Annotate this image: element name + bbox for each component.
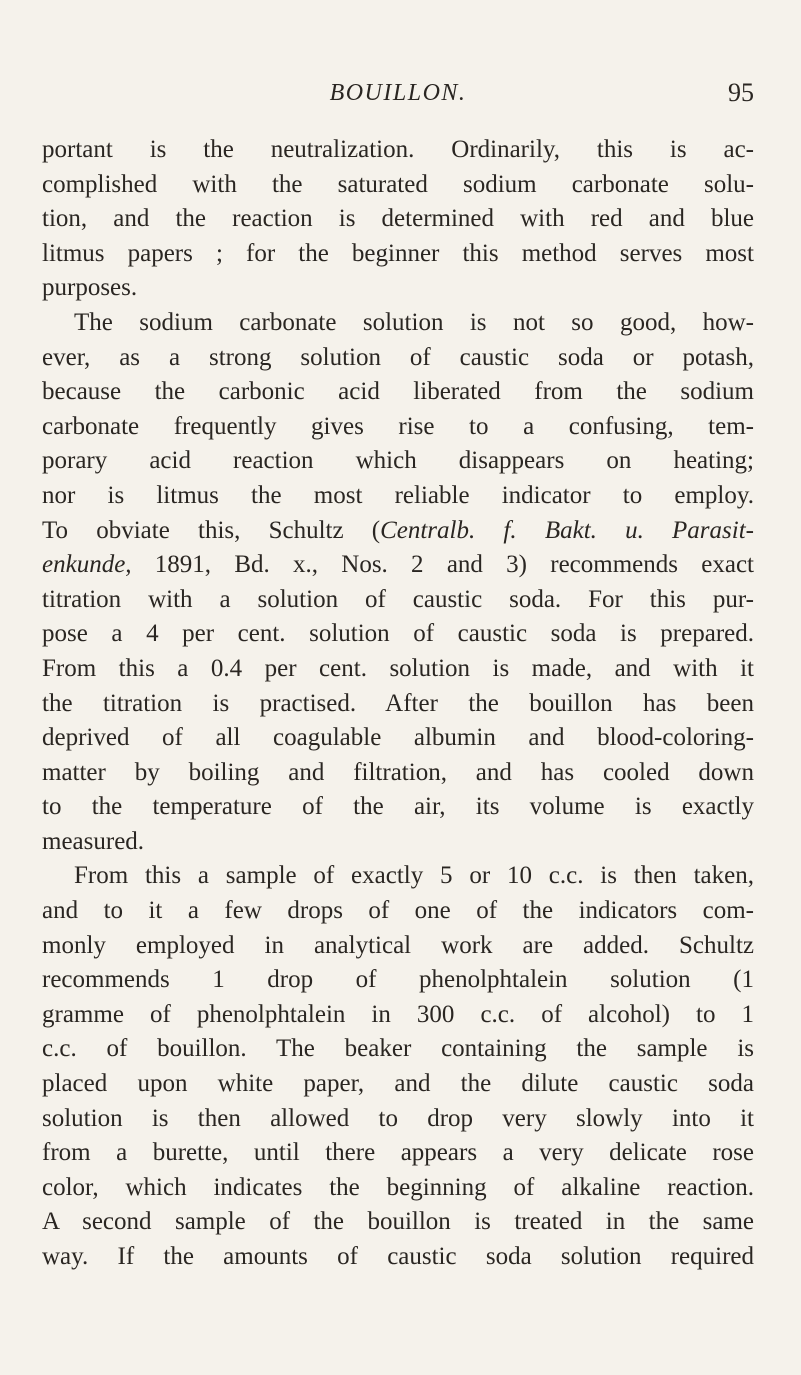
text-line: and to it a few drops of one of the indicators com- (42, 897, 754, 925)
text-line: measured. (42, 827, 145, 855)
body-text (42, 133, 754, 1275)
text-line: porary acid reaction which disappears on heating; (42, 447, 754, 475)
text-line: solution is then allowed to drop very slowly into it (42, 1104, 754, 1132)
text-line: recommends 1 drop of phenolphtalein solution (1 (42, 966, 754, 994)
text-segment: 1891, Bd. x., Nos. 2 and 3) recommends exact (131, 551, 754, 579)
text-line: nor is litmus the most reliable indicator to employ. (42, 481, 754, 509)
text-line: portant is the neutralization. Ordinarily, this is ac- (42, 136, 754, 163)
text-line (42, 548, 754, 583)
text-line: From this a 0.4 per cent. solution is made, and with it (42, 654, 754, 682)
page-header (42, 76, 754, 116)
text-line: color, which indicates the beginning of alkaline reaction. (42, 1173, 754, 1201)
text-line: tion, and the reaction is determined with red and blue (42, 205, 754, 233)
text-line: From this a sample of exactly 5 or 10 c.c. is then taken, (74, 862, 754, 890)
text-line: carbonate frequently gives rise to a confusing, tem- (42, 412, 754, 440)
text-line: deprived of all coagulable albumin and blood-coloring- (42, 724, 754, 752)
text-line: way. If the amounts of caustic soda solution required (42, 1243, 754, 1270)
italic-citation: Centralb. f. Bakt. u. Parasit- (380, 516, 754, 544)
text-line: matter by boiling and filtration, and has cooled down (42, 758, 754, 786)
italic-citation: enkunde, (42, 551, 132, 579)
text-line: from a burette, until there appears a very delicate rose (42, 1139, 754, 1167)
text-line: gramme of phenolphtalein in 300 c.c. of alcohol) to 1 (42, 1000, 754, 1028)
text-line: purposes. (42, 274, 138, 302)
text-line: titration with a solution of caustic soda. For this pur- (42, 585, 754, 613)
text-line: ever, as a strong solution of caustic soda or potash, (42, 343, 754, 371)
text-line: placed upon white paper, and the dilute caustic soda (42, 1070, 754, 1098)
text-line: pose a 4 per cent. solution of caustic soda is prepared. (42, 620, 754, 648)
text-segment: To obviate this, Schultz ( (42, 516, 381, 544)
text-line (42, 514, 754, 549)
running-head: BOUILLON. (329, 80, 467, 106)
text-line: litmus papers ; for the beginner this method serves most (42, 239, 754, 267)
text-line: monly employed in analytical work are added. Schultz (42, 931, 754, 959)
text-line: complished with the saturated sodium carbonate solu- (42, 170, 754, 198)
text-line: the titration is practised. After the bouillon has been (42, 689, 754, 717)
text-line: A second sample of the bouillon is treated in the same (42, 1208, 754, 1236)
page-number: 95 (728, 78, 754, 107)
text-line: because the carbonic acid liberated from the sodium (42, 378, 754, 406)
text-line: c.c. of bouillon. The beaker containing the sample is (42, 1035, 754, 1063)
text-line: to the temperature of the air, its volume is exactly (42, 793, 754, 821)
text-line: The sodium carbonate solution is not so good, how- (74, 308, 754, 336)
